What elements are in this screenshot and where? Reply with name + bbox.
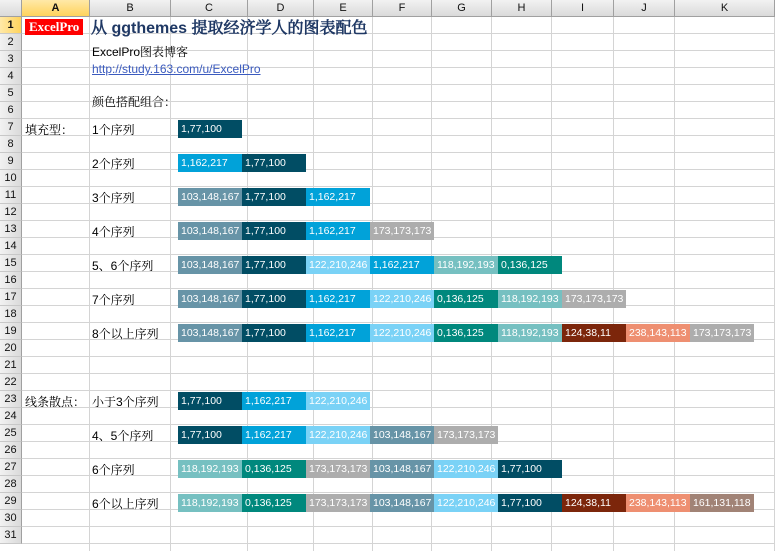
column-header-f[interactable]: F: [373, 0, 432, 17]
color-swatch[interactable]: 1,77,100: [498, 494, 562, 512]
fill-series-4-swatches: [178, 256, 562, 274]
color-swatch[interactable]: 0,136,125: [242, 460, 306, 478]
line-series-3-swatches: [178, 494, 754, 512]
row-header-18[interactable]: 18: [0, 306, 22, 323]
row-header-3[interactable]: 3: [0, 51, 22, 68]
color-swatch[interactable]: 173,173,173: [370, 222, 434, 240]
color-swatch[interactable]: 1,77,100: [242, 256, 306, 274]
fill-series-3-swatches: [178, 222, 434, 240]
gridline-vertical: [613, 17, 614, 551]
fill-series-5-swatches: [178, 290, 626, 308]
color-swatch[interactable]: 122,210,246: [434, 460, 498, 478]
column-header-d[interactable]: D: [248, 0, 314, 17]
row-header-23[interactable]: 23: [0, 391, 22, 408]
line-series-0-swatches: [178, 392, 370, 410]
gridline-horizontal: [22, 220, 775, 221]
color-swatch[interactable]: 173,173,173: [306, 460, 370, 478]
fill-series-6-swatches: [178, 324, 754, 342]
row-header-2[interactable]: 2: [0, 34, 22, 51]
color-swatch[interactable]: 1,162,217: [370, 256, 434, 274]
color-swatch[interactable]: 1,77,100: [242, 324, 306, 342]
color-swatch[interactable]: 103,148,167: [370, 460, 434, 478]
row-header-25[interactable]: 25: [0, 425, 22, 442]
color-swatch[interactable]: 173,173,173: [562, 290, 626, 308]
color-swatch[interactable]: 122,210,246: [370, 290, 434, 308]
color-swatch[interactable]: 1,77,100: [242, 188, 306, 206]
color-swatch[interactable]: 238,143,113: [626, 324, 690, 342]
row-header-24[interactable]: 24: [0, 408, 22, 425]
fill-series-2-swatches: [178, 188, 370, 206]
line-series-1-swatches: [178, 426, 498, 444]
row-header-27[interactable]: 27: [0, 459, 22, 476]
excelpro-logo: ExcelPro: [25, 19, 83, 35]
color-swatch[interactable]: 103,148,167: [178, 290, 242, 308]
row-header-13[interactable]: 13: [0, 221, 22, 238]
row-header-column[interactable]: [0, 17, 22, 544]
row-header-12[interactable]: 12: [0, 204, 22, 221]
column-header-e[interactable]: E: [314, 0, 373, 17]
fill-series-2-label: 3个序列: [92, 191, 135, 205]
color-swatch[interactable]: 118,192,193: [498, 290, 562, 308]
color-swatch[interactable]: 1,77,100: [242, 154, 306, 172]
color-swatch[interactable]: 1,77,100: [178, 120, 242, 138]
color-swatch[interactable]: 103,148,167: [178, 188, 242, 206]
color-swatch[interactable]: 118,192,193: [178, 460, 242, 478]
line-series-2-swatches: [178, 460, 562, 478]
fill-series-6-label: 8个以上序列: [92, 327, 159, 341]
fill-series-0-label: 1个序列: [92, 123, 135, 137]
color-swatch[interactable]: 122,210,246: [434, 494, 498, 512]
color-swatch[interactable]: 1,77,100: [242, 222, 306, 240]
gridline-horizontal: [22, 356, 775, 357]
color-swatch[interactable]: 124,38,11: [562, 324, 626, 342]
row-header-4[interactable]: 4: [0, 68, 22, 85]
row-header-8[interactable]: 8: [0, 136, 22, 153]
row-header-22[interactable]: 22: [0, 374, 22, 391]
gridline-vertical: [674, 17, 675, 551]
row-header-15[interactable]: 15: [0, 255, 22, 272]
color-swatch[interactable]: 1,162,217: [178, 154, 242, 172]
color-swatch[interactable]: 0,136,125: [242, 494, 306, 512]
gridline-horizontal: [22, 424, 775, 425]
gridline-horizontal: [22, 84, 775, 85]
group-label-fill-type: 填充型：: [25, 123, 74, 137]
row-header-9[interactable]: 9: [0, 153, 22, 170]
gridline-horizontal: [22, 152, 775, 153]
line-series-0-label: 小于3个序列: [92, 395, 159, 409]
color-swatch[interactable]: 0,136,125: [498, 256, 562, 274]
color-swatch[interactable]: 103,148,167: [370, 494, 434, 512]
color-swatch[interactable]: 103,148,167: [178, 256, 242, 274]
gridline-horizontal: [22, 390, 775, 391]
column-header-a[interactable]: A: [22, 0, 90, 17]
color-swatch[interactable]: 161,131,118: [690, 494, 754, 512]
gridline-horizontal: [22, 373, 775, 374]
color-swatch[interactable]: 1,77,100: [178, 426, 242, 444]
line-series-3-label: 6个以上序列: [92, 497, 159, 511]
gridline-horizontal: [22, 118, 775, 119]
fill-series-5-label: 7个序列: [92, 293, 135, 307]
color-swatch[interactable]: 122,210,246: [306, 426, 370, 444]
row-header-31[interactable]: 31: [0, 527, 22, 544]
color-swatch[interactable]: 1,77,100: [498, 460, 562, 478]
row-header-11[interactable]: 11: [0, 187, 22, 204]
gridline-horizontal: [22, 526, 775, 527]
color-swatch[interactable]: 122,210,246: [306, 256, 370, 274]
gridline-horizontal: [22, 288, 775, 289]
color-swatch[interactable]: 238,143,113: [626, 494, 690, 512]
gridline-horizontal: [22, 543, 775, 544]
color-swatch[interactable]: 1,162,217: [306, 188, 370, 206]
fill-series-1-swatches: [178, 154, 306, 172]
gridline-horizontal: [22, 254, 775, 255]
row-header-1[interactable]: 1: [0, 17, 22, 34]
fill-series-0-swatches: [178, 120, 242, 138]
column-header-j[interactable]: J: [614, 0, 675, 17]
row-header-10[interactable]: 10: [0, 170, 22, 187]
color-swatch[interactable]: 1,162,217: [242, 426, 306, 444]
color-swatch[interactable]: 1,77,100: [178, 392, 242, 410]
color-swatch[interactable]: 1,162,217: [306, 222, 370, 240]
row-header-28[interactable]: 28: [0, 476, 22, 493]
blog-link[interactable]: http://study.163.com/u/ExcelPro: [92, 62, 261, 76]
color-swatch[interactable]: 124,38,11: [562, 494, 626, 512]
column-header-i[interactable]: I: [552, 0, 614, 17]
line-series-1-label: 4、5个序列: [92, 429, 154, 443]
color-swatch[interactable]: 118,192,193: [178, 494, 242, 512]
row-header-21[interactable]: 21: [0, 357, 22, 374]
blog-subtitle: ExcelPro图表博客: [92, 45, 189, 59]
color-swatch[interactable]: 103,148,167: [178, 222, 242, 240]
group-label-line-scatter: 线条散点：: [25, 395, 86, 409]
row-header-20[interactable]: 20: [0, 340, 22, 357]
row-header-7[interactable]: 7: [0, 119, 22, 136]
color-swatch[interactable]: 173,173,173: [306, 494, 370, 512]
row-header-17[interactable]: 17: [0, 289, 22, 306]
line-series-2-label: 6个序列: [92, 463, 135, 477]
page-title: 从 ggthemes 提取经济学人的图表配色: [91, 20, 368, 37]
fill-series-4-label: 5、6个序列: [92, 259, 154, 273]
gridline-horizontal: [22, 492, 775, 493]
color-swatch[interactable]: 118,192,193: [498, 324, 562, 342]
color-swatch[interactable]: 1,162,217: [306, 290, 370, 308]
gridline-horizontal: [22, 458, 775, 459]
row-header-14[interactable]: 14: [0, 238, 22, 255]
row-header-5[interactable]: 5: [0, 85, 22, 102]
row-header-19[interactable]: 19: [0, 323, 22, 340]
color-swatch[interactable]: 122,210,246: [370, 324, 434, 342]
column-header-b[interactable]: B: [90, 0, 171, 17]
column-header-h[interactable]: H: [492, 0, 552, 17]
column-header-row[interactable]: [22, 0, 775, 17]
column-header-c[interactable]: C: [171, 0, 248, 17]
color-swatch[interactable]: 103,148,167: [178, 324, 242, 342]
fill-series-3-label: 4个序列: [92, 225, 135, 239]
color-swatch[interactable]: 173,173,173: [434, 426, 498, 444]
column-header-g[interactable]: G: [432, 0, 492, 17]
color-swatch[interactable]: 1,162,217: [306, 324, 370, 342]
row-header-16[interactable]: 16: [0, 272, 22, 289]
column-header-k[interactable]: K: [675, 0, 775, 17]
color-swatch[interactable]: 1,162,217: [242, 392, 306, 410]
color-swatch[interactable]: 118,192,193: [434, 256, 498, 274]
section-label-color-combos: 颜色搭配组合：: [92, 95, 177, 109]
color-swatch[interactable]: 1,77,100: [242, 290, 306, 308]
row-header-30[interactable]: 30: [0, 510, 22, 527]
color-swatch[interactable]: 173,173,173: [690, 324, 754, 342]
gridline-horizontal: [22, 186, 775, 187]
color-swatch[interactable]: 122,210,246: [306, 392, 370, 410]
color-swatch[interactable]: 0,136,125: [434, 290, 498, 308]
fill-series-1-label: 2个序列: [92, 157, 135, 171]
select-all-corner[interactable]: [0, 0, 22, 17]
row-header-6[interactable]: 6: [0, 102, 22, 119]
color-swatch[interactable]: 103,148,167: [370, 426, 434, 444]
row-header-29[interactable]: 29: [0, 493, 22, 510]
gridline-horizontal: [22, 322, 775, 323]
gridline-vertical: [89, 17, 90, 551]
color-swatch[interactable]: 0,136,125: [434, 324, 498, 342]
row-header-26[interactable]: 26: [0, 442, 22, 459]
